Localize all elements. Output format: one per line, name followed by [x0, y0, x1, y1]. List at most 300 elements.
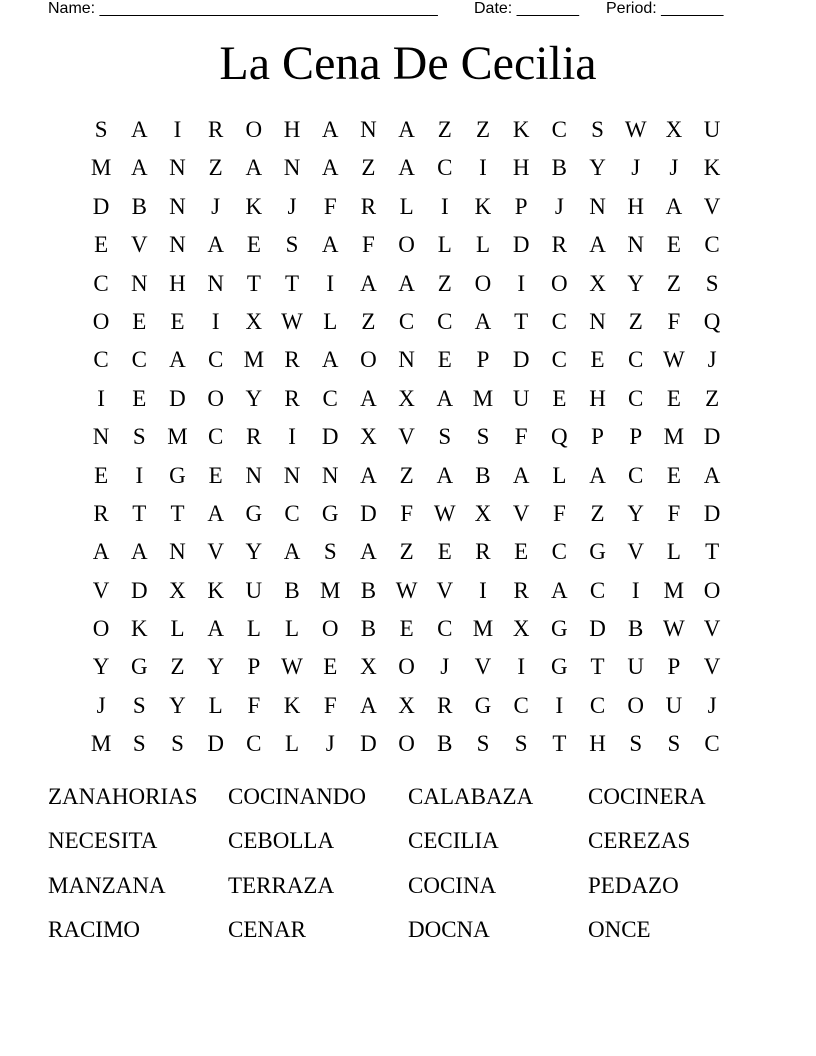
grid-letter: B — [360, 616, 377, 642]
grid-letter: L — [285, 731, 300, 757]
grid-letter: A — [436, 462, 454, 488]
grid-letter: A — [398, 117, 415, 142]
grid-letter: Y — [627, 500, 645, 526]
grid-letter: M — [319, 577, 341, 603]
word-list-item: CECILIA — [408, 828, 499, 854]
grid-letter: O — [360, 347, 377, 373]
grid-letter: L — [208, 692, 223, 718]
grid-letter: W — [433, 500, 456, 526]
grid-letter: A — [512, 462, 530, 488]
grid-row — [82, 610, 731, 648]
grid-letter: B — [628, 616, 644, 642]
grid-row — [82, 380, 731, 418]
grid-letter: S — [285, 232, 299, 258]
grid-letter: L — [285, 616, 300, 642]
word-list-item: MANZANA — [48, 872, 166, 898]
grid-letter: S — [514, 731, 528, 757]
grid-letter: V — [130, 232, 148, 258]
grid-letter: T — [590, 654, 605, 680]
word-list-item: ONCE — [588, 917, 651, 943]
grid-letter: X — [360, 654, 377, 680]
period-field-label: Period: _______ — [606, 0, 724, 17]
grid-letter: M — [90, 155, 112, 181]
grid-letter: N — [321, 462, 339, 488]
grid-letter: C — [551, 347, 568, 373]
grid-letter: R — [93, 500, 109, 526]
grid-letter: I — [173, 117, 182, 142]
grid-letter: C — [551, 539, 568, 565]
grid-letter: G — [589, 539, 606, 565]
grid-letter: A — [436, 385, 454, 411]
grid-letter: C — [704, 232, 720, 258]
grid-letter: A — [665, 193, 683, 219]
grid-row — [82, 303, 731, 341]
grid-letter: X — [665, 117, 683, 142]
grid-letter: E — [514, 539, 529, 565]
grid-letter: C — [131, 347, 147, 373]
grid-row — [82, 265, 731, 303]
grid-row — [82, 226, 731, 264]
grid-letter: J — [707, 347, 717, 373]
grid-letter: T — [705, 539, 720, 565]
grid-letter: A — [703, 462, 721, 488]
word-list-item: COCINANDO — [228, 784, 366, 809]
grid-letter: A — [551, 577, 568, 603]
grid-letter: R — [437, 692, 453, 718]
grid-letter: J — [631, 155, 641, 181]
grid-letter: C — [513, 692, 529, 718]
grid-letter: A — [398, 270, 415, 296]
grid-letter: N — [92, 424, 110, 450]
grid-letter: L — [246, 616, 261, 642]
grid-letter: Z — [705, 385, 720, 411]
grid-letter: D — [360, 500, 377, 526]
grid-letter: M — [472, 616, 494, 642]
grid-letter: I — [479, 155, 487, 181]
grid-letter: U — [627, 654, 645, 680]
word-list-row — [48, 864, 808, 908]
grid-letter: N — [283, 155, 301, 181]
word-list-row — [48, 908, 808, 952]
grid-letter: X — [474, 500, 492, 526]
grid-letter: Y — [207, 654, 224, 680]
word-list-item: COCINERA — [588, 784, 706, 809]
grid-letter: U — [703, 117, 721, 142]
grid-letter: J — [287, 193, 297, 219]
grid-letter: I — [326, 270, 335, 296]
grid-letter: J — [707, 692, 717, 718]
grid-letter: V — [207, 539, 224, 565]
grid-letter: Z — [628, 308, 643, 334]
grid-letter: R — [284, 385, 300, 411]
grid-letter: F — [667, 500, 681, 526]
grid-letter: X — [245, 308, 263, 334]
grid-letter: S — [132, 692, 146, 718]
grid-letter: N — [283, 462, 301, 488]
grid-letter: K — [703, 155, 721, 181]
grid-letter: E — [666, 232, 681, 258]
grid-letter: D — [92, 193, 110, 219]
grid-letter: M — [663, 424, 685, 450]
grid-letter: V — [703, 654, 721, 680]
grid-letter: I — [211, 308, 220, 334]
grid-row — [82, 418, 731, 456]
grid-letter: F — [362, 232, 375, 258]
grid-letter: Q — [703, 308, 721, 334]
grid-letter: N — [245, 462, 263, 488]
grid-letter: X — [398, 692, 415, 718]
grid-letter: C — [628, 462, 644, 488]
grid-letter: L — [666, 539, 681, 565]
grid-letter: A — [398, 155, 415, 181]
grid-letter: S — [476, 424, 490, 450]
grid-letter: S — [705, 270, 719, 296]
grid-letter: D — [207, 731, 224, 757]
grid-letter: W — [281, 308, 303, 334]
grid-letter: Z — [590, 500, 605, 526]
grid-letter: Y — [245, 539, 263, 565]
grid-letter: D — [169, 385, 186, 411]
grid-letter: G — [321, 500, 339, 526]
grid-letter: A — [130, 117, 148, 142]
grid-letter: A — [589, 232, 606, 258]
grid-letter: B — [437, 731, 453, 757]
grid-letter: E — [399, 616, 414, 642]
word-list-item: CALABAZA — [408, 784, 534, 809]
word-list-item: RACIMO — [48, 917, 141, 943]
grid-letter: W — [624, 117, 647, 142]
grid-letter: E — [170, 308, 185, 334]
grid-letter: I — [479, 577, 487, 603]
grid-letter: E — [437, 347, 452, 373]
grid-letter: Z — [437, 117, 452, 142]
grid-letter: G — [130, 654, 148, 680]
grid-letter: G — [474, 692, 492, 718]
grid-letter: C — [93, 270, 109, 296]
grid-letter: A — [207, 616, 224, 642]
grid-letter: B — [475, 462, 491, 488]
grid-letter: N — [589, 308, 606, 334]
grid-letter: A — [130, 155, 148, 181]
grid-letter: F — [552, 500, 566, 526]
grid-letter: N — [169, 193, 186, 219]
word-list-item: TERRAZA — [228, 872, 335, 898]
grid-letter: B — [284, 577, 300, 603]
grid-letter: N — [589, 193, 606, 219]
grid-letter: A — [360, 385, 377, 411]
grid-letter: C — [93, 347, 109, 373]
grid-letter: B — [360, 577, 377, 603]
grid-letter: T — [170, 500, 185, 526]
grid-letter: R — [284, 347, 300, 373]
grid-letter: O — [474, 270, 492, 296]
student-info-header — [48, 0, 748, 20]
grid-letter: P — [247, 654, 261, 680]
grid-letter: N — [627, 232, 645, 258]
grid-letter: Z — [475, 117, 490, 142]
grid-letter: P — [629, 424, 643, 450]
grid-letter: F — [247, 692, 261, 718]
grid-letter: A — [321, 347, 339, 373]
grid-letter: S — [476, 731, 490, 757]
name-field-label: Name: ______________________________________ — [48, 0, 438, 17]
grid-letter: Y — [627, 270, 645, 296]
grid-letter: W — [281, 654, 303, 680]
grid-letter: U — [245, 577, 263, 603]
grid-letter: C — [437, 616, 453, 642]
grid-letter: H — [283, 117, 301, 142]
grid-letter: Z — [437, 270, 452, 296]
grid-letter: A — [474, 308, 492, 334]
word-list-item: CENAR — [228, 917, 306, 943]
grid-letter: A — [245, 155, 263, 181]
grid-row — [82, 149, 731, 187]
grid-letter: A — [360, 462, 377, 488]
worksheet-title: La Cena De Cecilia — [219, 37, 597, 90]
grid-letter: S — [323, 539, 337, 565]
grid-row — [82, 111, 731, 149]
grid-letter: C — [322, 385, 338, 411]
grid-letter: C — [398, 308, 415, 334]
grid-letter: A — [321, 232, 339, 258]
grid-letter: C — [207, 347, 224, 373]
word-list-item: PEDAZO — [588, 872, 679, 898]
grid-letter: M — [472, 385, 494, 411]
grid-letter: N — [360, 117, 377, 142]
grid-letter: A — [360, 270, 377, 296]
grid-letter: I — [517, 654, 525, 680]
grid-letter: C — [437, 155, 453, 181]
grid-letter: J — [211, 193, 221, 219]
grid-letter: C — [628, 347, 644, 373]
grid-letter: R — [246, 424, 262, 450]
word-list-row — [48, 819, 808, 863]
grid-letter: O — [245, 117, 263, 142]
grid-letter: O — [92, 308, 110, 334]
grid-letter: B — [131, 193, 147, 219]
grid-letter: L — [437, 232, 452, 258]
grid-letter: R — [475, 539, 491, 565]
grid-letter: Y — [245, 385, 263, 411]
grid-letter: Z — [399, 462, 414, 488]
grid-letter: D — [512, 232, 530, 258]
grid-letter: V — [703, 616, 721, 642]
grid-letter: A — [92, 539, 110, 565]
word-list — [48, 775, 808, 953]
grid-letter: Y — [589, 155, 606, 181]
grid-letter: Z — [361, 155, 376, 181]
grid-letter: N — [169, 155, 186, 181]
grid-letter: Z — [666, 270, 681, 296]
grid-letter: C — [437, 308, 453, 334]
grid-row — [82, 687, 731, 725]
grid-letter: E — [246, 232, 261, 258]
grid-letter: O — [398, 654, 415, 680]
grid-letter: K — [512, 117, 530, 142]
grid-letter: L — [170, 616, 185, 642]
grid-letter: T — [285, 270, 300, 296]
word-list-item: COCINA — [408, 872, 497, 898]
grid-row — [82, 572, 731, 610]
grid-letter: E — [94, 462, 109, 488]
grid-letter: C — [589, 577, 606, 603]
grid-letter: C — [704, 731, 720, 757]
grid-letter: A — [589, 462, 606, 488]
grid-letter: N — [398, 347, 415, 373]
grid-letter: J — [325, 731, 335, 757]
grid-letter: A — [321, 155, 339, 181]
grid-letter: C — [589, 692, 606, 718]
grid-letter: V — [703, 193, 721, 219]
grid-letter: X — [512, 616, 530, 642]
grid-letter: I — [517, 270, 525, 296]
grid-letter: H — [589, 385, 606, 411]
grid-letter: P — [667, 654, 681, 680]
grid-letter: A — [321, 117, 339, 142]
grid-letter: I — [555, 692, 564, 718]
grid-letter: D — [703, 424, 721, 450]
grid-letter: D — [703, 500, 721, 526]
grid-letter: K — [245, 193, 263, 219]
grid-letter: E — [552, 385, 567, 411]
grid-letter: E — [666, 462, 681, 488]
grid-letter: I — [631, 577, 640, 603]
grid-letter: G — [245, 500, 263, 526]
grid-letter: I — [440, 193, 449, 219]
grid-letter: G — [551, 654, 568, 680]
grid-letter: S — [171, 731, 184, 757]
grid-letter: C — [284, 500, 300, 526]
word-list-row — [48, 775, 808, 819]
grid-letter: J — [440, 654, 450, 680]
grid-letter: H — [627, 193, 645, 219]
grid-letter: N — [207, 270, 224, 296]
grid-letter: P — [476, 347, 490, 373]
word-list-item: CEREZAS — [588, 828, 691, 854]
grid-letter: S — [94, 117, 108, 142]
grid-letter: E — [208, 462, 223, 488]
grid-letter: A — [207, 232, 224, 258]
grid-letter: E — [323, 654, 338, 680]
grid-letter: M — [167, 424, 188, 450]
grid-letter: O — [321, 616, 339, 642]
grid-letter: H — [169, 270, 186, 296]
grid-letter: A — [207, 500, 224, 526]
grid-letter: S — [667, 731, 681, 757]
grid-letter: X — [169, 577, 186, 603]
word-search-grid — [82, 111, 731, 764]
grid-letter: M — [663, 577, 685, 603]
grid-letter: V — [398, 424, 415, 450]
grid-letter: E — [132, 308, 147, 334]
grid-letter: S — [591, 117, 604, 142]
grid-letter: R — [360, 193, 377, 219]
grid-letter: A — [130, 539, 148, 565]
grid-letter: S — [438, 424, 452, 450]
grid-letter: O — [551, 270, 568, 296]
grid-letter: Y — [92, 654, 110, 680]
grid-letter: Z — [361, 308, 376, 334]
grid-letter: V — [627, 539, 645, 565]
grid-letter: G — [551, 616, 568, 642]
grid-letter: D — [130, 577, 148, 603]
grid-letter: V — [512, 500, 530, 526]
grid-letter: P — [514, 193, 528, 219]
grid-letter: F — [323, 193, 337, 219]
grid-letter: E — [94, 232, 109, 258]
grid-letter: M — [90, 731, 112, 757]
date-field-label: Date: _______ — [474, 0, 579, 17]
word-list-item: ZANAHORIAS — [48, 784, 198, 809]
grid-letter: T — [514, 308, 529, 334]
grid-letter: U — [512, 385, 530, 411]
grid-row — [82, 648, 731, 686]
grid-row — [82, 495, 731, 533]
grid-letter: D — [589, 616, 606, 642]
grid-letter: C — [207, 424, 224, 450]
grid-letter: A — [283, 539, 301, 565]
grid-letter: O — [398, 731, 415, 757]
grid-letter: Z — [208, 155, 223, 181]
grid-letter: A — [169, 347, 186, 373]
grid-letter: F — [323, 692, 337, 718]
grid-row — [82, 188, 731, 226]
grid-row — [82, 457, 731, 495]
grid-letter: O — [92, 616, 110, 642]
grid-letter: V — [436, 577, 454, 603]
grid-letter: P — [591, 424, 604, 450]
grid-letter: X — [360, 424, 377, 450]
grid-letter: O — [703, 577, 721, 603]
grid-letter: C — [551, 308, 568, 334]
grid-letter: C — [551, 117, 568, 142]
grid-letter: J — [554, 193, 564, 219]
grid-letter: S — [132, 424, 146, 450]
grid-letter: M — [243, 347, 265, 373]
grid-letter: J — [669, 155, 679, 181]
grid-letter: F — [667, 308, 681, 334]
grid-letter: N — [130, 270, 148, 296]
grid-letter: K — [283, 692, 301, 718]
grid-letter: W — [395, 577, 418, 603]
grid-letter: W — [663, 347, 685, 373]
grid-letter: K — [207, 577, 224, 603]
grid-row — [82, 725, 731, 763]
grid-letter: T — [246, 270, 261, 296]
grid-letter: R — [551, 232, 568, 258]
grid-letter: L — [399, 193, 414, 219]
grid-letter: R — [207, 117, 224, 142]
grid-letter: U — [665, 692, 683, 718]
grid-letter: T — [552, 731, 567, 757]
grid-letter: W — [663, 616, 685, 642]
grid-letter: S — [629, 731, 643, 757]
grid-letter: X — [398, 385, 415, 411]
grid-letter: I — [97, 385, 105, 411]
grid-letter: C — [628, 385, 644, 411]
grid-letter: X — [589, 270, 606, 296]
grid-letter: L — [323, 308, 338, 334]
grid-letter: E — [590, 347, 605, 373]
grid-letter: E — [666, 385, 681, 411]
grid-letter: S — [132, 731, 146, 757]
grid-row — [82, 341, 731, 379]
grid-letter: D — [321, 424, 339, 450]
grid-letter: O — [398, 232, 415, 258]
word-list-item: CEBOLLA — [228, 828, 335, 854]
grid-letter: N — [169, 232, 186, 258]
grid-letter: T — [132, 500, 147, 526]
